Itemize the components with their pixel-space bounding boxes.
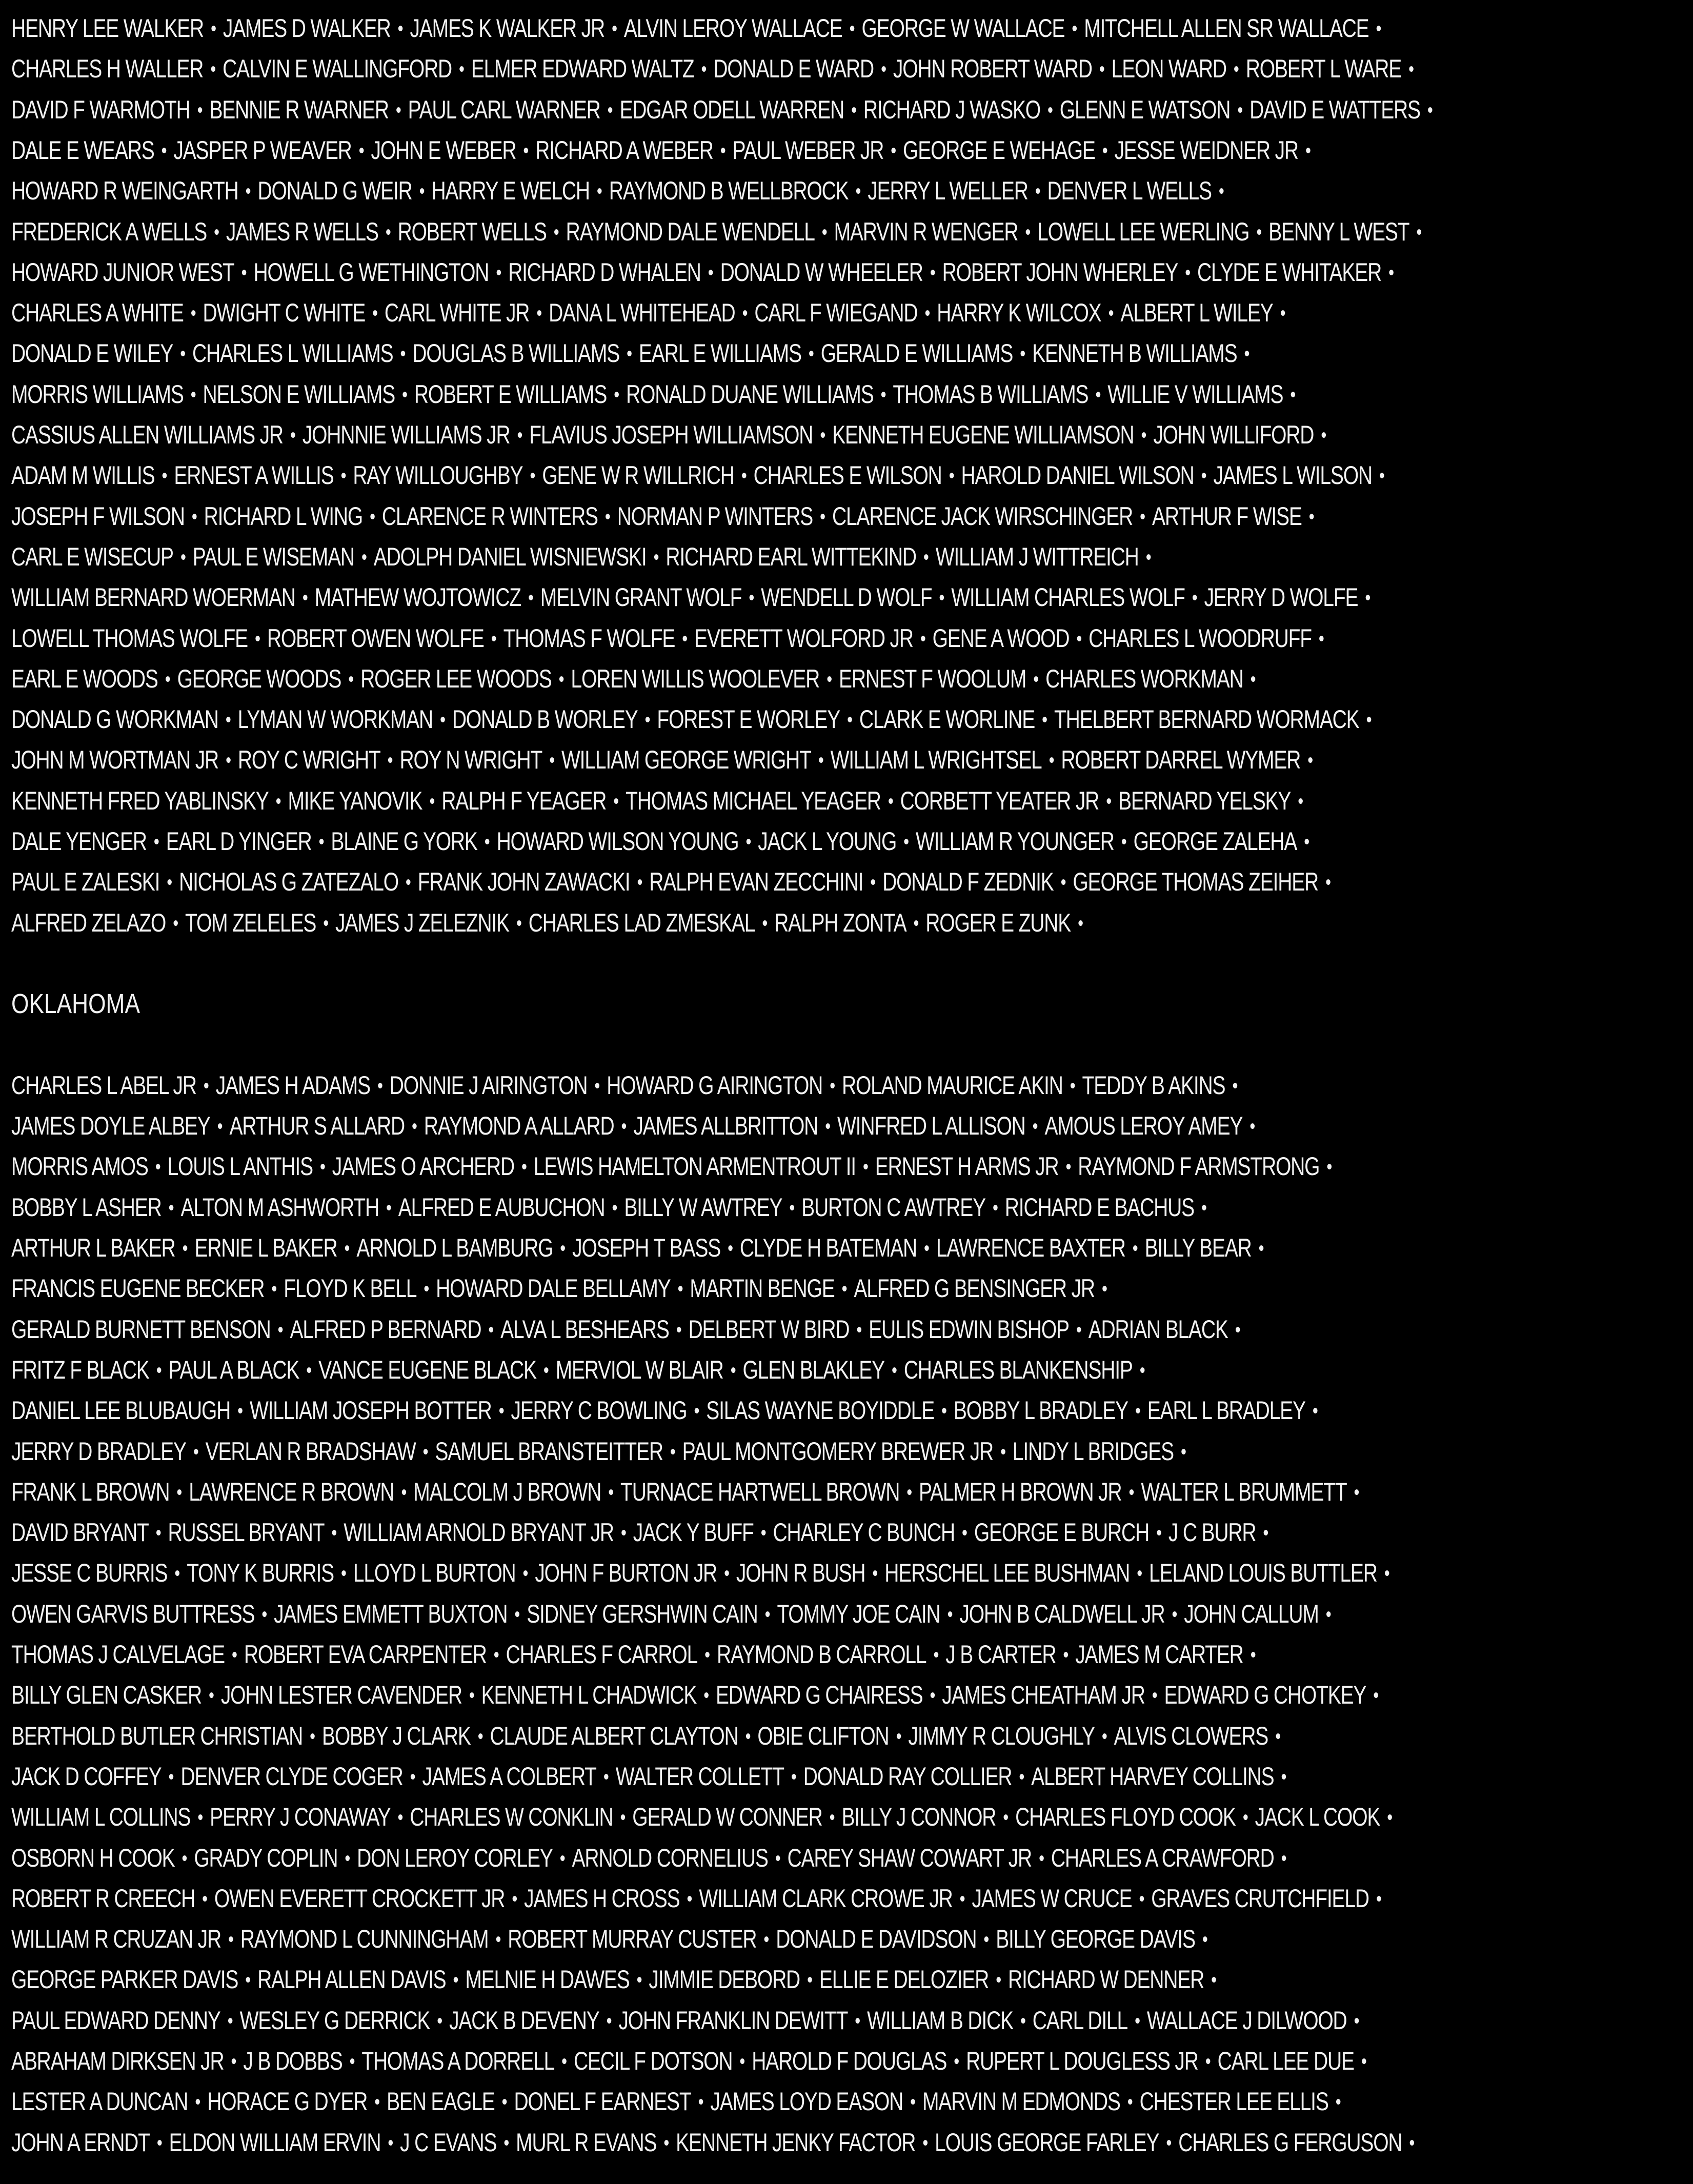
memorial-name-list [11, 0, 1688, 2184]
name-line: JERRY D BRADLEY • VERLAN R BRADSHAW • SAMUEL BRANSTEITTER • PAUL MONTGOMERY BREWER JR • LINDY L BRIDGES • [11, 1437, 1186, 1466]
name-line: JOHN M WORTMAN JR • ROY C WRIGHT • ROY N WRIGHT • WILLIAM GEORGE WRIGHT • WILLIAM L WRIGHTSEL • ROBERT DARREL WYMER • [11, 745, 1313, 775]
name-line: EARL E WOODS • GEORGE WOODS • ROGER LEE WOODS • LOREN WILLIS WOOLEVER • ERNEST F WOOLUM • CHARLES WORKMAN • [11, 664, 1256, 693]
name-line: LESTER A DUNCAN • HORACE G DYER • BEN EAGLE • DONEL F EARNEST • JAMES LOYD EASON • MARVIN M EDMONDS • CHESTER LEE ELLIS • [11, 2087, 1341, 2116]
name-line: THOMAS J CALVELAGE • ROBERT EVA CARPENTER • CHARLES F CARROL • RAYMOND B CARROLL • J B CARTER • JAMES M CARTER • [11, 1640, 1256, 1669]
name-line: FREDERICK A WELLS • JAMES R WELLS • ROBERT WELLS • RAYMOND DALE WENDELL • MARVIN R WENGER • LOWELL LEE WERLING • BENNY L WEST • [11, 217, 1422, 246]
name-line: JESSE C BURRIS • TONY K BURRIS • LLOYD L BURTON • JOHN F BURTON JR • JOHN R BUSH • HERSCHEL LEE BUSHMAN • LELAND LOUIS BUTTLER • [11, 1559, 1389, 1588]
name-line: PAUL EDWARD DENNY • WESLEY G DERRICK • JACK B DEVENY • JOHN FRANKLIN DEWITT • WILLIAM B DICK • CARL DILL • WALLACE J DILWOOD • [11, 2006, 1359, 2035]
name-line: BOBBY L ASHER • ALTON M ASHWORTH • ALFRED E AUBUCHON • BILLY W AWTREY • BURTON C AWTREY • RICHARD E BACHUS • [11, 1192, 1206, 1222]
name-line: DALE YENGER • EARL D YINGER • BLAINE G YORK • HOWARD WILSON YOUNG • JACK L YOUNG • WILLIAM R YOUNGER • GEORGE ZALEHA • [11, 827, 1309, 856]
name-line: ROBERT R CREECH • OWEN EVERETT CROCKETT JR • JAMES H CROSS • WILLIAM CLARK CROWE JR • JAMES W CRUCE • GRAVES CRUTCHFIELD • [11, 1884, 1381, 1913]
name-line: DAVID F WARMOTH • BENNIE R WARNER • PAUL CARL WARNER • EDGAR ODELL WARREN • RICHARD J WASKO • GLENN E WATSON • DAVID E WATTERS • [11, 95, 1433, 124]
name-line: DONALD G WORKMAN • LYMAN W WORKMAN • DONALD B WORLEY • FOREST E WORLEY • CLARK E WORLINE • THELBERT BERNARD WORMACK • [11, 705, 1372, 734]
name-line: FRITZ F BLACK • PAUL A BLACK • VANCE EUGENE BLACK • MERVIOL W BLAIR • GLEN BLAKLEY • CHARLES BLANKENSHIP • [11, 1355, 1145, 1384]
name-line: JOSEPH F WILSON • RICHARD L WING • CLARENCE R WINTERS • NORMAN P WINTERS • CLARENCE JACK WIRSCHINGER • ARTHUR F WISE • [11, 501, 1314, 531]
name-line: CHARLES L ABEL JR • JAMES H ADAMS • DONNIE J AIRINGTON • HOWARD G AIRINGTON • ROLAND MAURICE AKIN • TEDDY B AKINS • [11, 1070, 1238, 1100]
name-line: JACK D COFFEY • DENVER CLYDE COGER • JAMES A COLBERT • WALTER COLLETT • DONALD RAY COLLIER • ALBERT HARVEY COLLINS • [11, 1762, 1286, 1791]
name-line: FRANK L BROWN • LAWRENCE R BROWN • MALCOLM J BROWN • TURNACE HARTWELL BROWN • PALMER H BROWN JR • WALTER L BRUMMETT • [11, 1477, 1359, 1506]
name-line: OSBORN H COOK • GRADY COPLIN • DON LEROY CORLEY • ARNOLD CORNELIUS • CAREY SHAW COWART JR • CHARLES A CRAWFORD • [11, 1843, 1286, 1872]
name-line: ALFRED ZELAZO • TOM ZELELES • JAMES J ZELEZNIK • CHARLES LAD ZMESKAL • RALPH ZONTA • ROGER E ZUNK • [11, 908, 1083, 937]
name-line: DAVID BRYANT • RUSSEL BRYANT • WILLIAM ARNOLD BRYANT JR • JACK Y BUFF • CHARLEY C BUNCH • GEORGE E BURCH • J C BURR • [11, 1518, 1268, 1547]
name-line: CHARLES A WHITE • DWIGHT C WHITE • CARL WHITE JR • DANA L WHITEHEAD • CARL F WIEGAND • HARRY K WILCOX • ALBERT L WILEY • [11, 298, 1285, 328]
name-line: CARL E WISECUP • PAUL E WISEMAN • ADOLPH DANIEL WISNIEWSKI • RICHARD EARL WITTEKIND • WILLIAM J WITTREICH • [11, 542, 1151, 571]
name-line: HOWARD JUNIOR WEST • HOWELL G WETHINGTON • RICHARD D WHALEN • DONALD W WHEELER • ROBERT JOHN WHERLEY • CLYDE E WHITAKER • [11, 257, 1394, 287]
name-line: GEORGE PARKER DAVIS • RALPH ALLEN DAVIS • MELNIE H DAWES • JIMMIE DEBORD • ELLIE E DELOZIER • RICHARD W DENNER • [11, 1965, 1216, 1994]
name-line: MORRIS WILLIAMS • NELSON E WILLIAMS • ROBERT E WILLIAMS • RONALD DUANE WILLIAMS • THOMAS B WILLIAMS • WILLIE V WILLIAMS • [11, 379, 1296, 409]
name-line: CASSIUS ALLEN WILLIAMS JR • JOHNNIE WILLIAMS JR • FLAVIUS JOSEPH WILLIAMSON • KENNETH EUGENE WILLIAMSON • JOHN WILLIFORD • [11, 420, 1326, 449]
name-line: PAUL E ZALESKI • NICHOLAS G ZATEZALO • FRANK JOHN ZAWACKI • RALPH EVAN ZECCHINI • DONALD F ZEDNIK • GEORGE THOMAS ZEIHER • [11, 867, 1331, 897]
name-line: WILLIAM L COLLINS • PERRY J CONAWAY • CHARLES W CONKLIN • GERALD W CONNER • BILLY J CONNOR • CHARLES FLOYD COOK • JACK L COOK • [11, 1803, 1393, 1832]
name-line: DONALD E WILEY • CHARLES L WILLIAMS • DOUGLAS B WILLIAMS • EARL E WILLIAMS • GERALD E WILLIAMS • KENNETH B WILLIAMS • [11, 339, 1249, 368]
name-line: OWEN GARVIS BUTTRESS • JAMES EMMETT BUXTON • SIDNEY GERSHWIN CAIN • TOMMY JOE CAIN • JOHN B CALDWELL JR • JOHN CALLUM • [11, 1599, 1331, 1628]
name-line: DANIEL LEE BLUBAUGH • WILLIAM JOSEPH BOTTER • JERRY C BOWLING • SILAS WAYNE BOYIDDLE • BOBBY L BRADLEY • EARL L BRADLEY • [11, 1396, 1318, 1425]
name-line: HOWARD R WEINGARTH • DONALD G WEIR • HARRY E WELCH • RAYMOND B WELLBROCK • JERRY L WELLER • DENVER L WELLS • [11, 176, 1224, 206]
name-line: ABRAHAM DIRKSEN JR • J B DOBBS • THOMAS A DORRELL • CECIL F DOTSON • HAROLD F DOUGLAS • RUPERT L DOUGLESS JR • CARL LEE DUE • [11, 2047, 1366, 2075]
name-line: BILLY GLEN CASKER • JOHN LESTER CAVENDER • KENNETH L CHADWICK • EDWARD G CHAIRESS • JAMES CHEATHAM JR • EDWARD G CHOTKEY • [11, 1681, 1379, 1710]
name-line: MORRIS AMOS • LOUIS L ANTHIS • JAMES O ARCHERD • LEWIS HAMELTON ARMENTROUT II • ERNEST H ARMS JR • RAYMOND F ARMSTRONG • [11, 1152, 1332, 1181]
name-line: HENRY LEE WALKER • JAMES D WALKER • JAMES K WALKER JR • ALVIN LEROY WALLACE • GEORGE W WALLACE • MITCHELL ALLEN SR WALLACE • [11, 14, 1381, 43]
name-line: GERALD BURNETT BENSON • ALFRED P BERNARD • ALVA L BESHEARS • DELBERT W BIRD • EULIS EDWIN BISHOP • ADRIAN BLACK • [11, 1315, 1240, 1344]
name-line: CHARLES H WALLER • CALVIN E WALLINGFORD • ELMER EDWARD WALTZ • DONALD E WARD • JOHN ROBERT WARD • LEON WARD • ROBERT L WARE • [11, 54, 1414, 84]
name-line: DALE E WEARS • JASPER P WEAVER • JOHN E WEBER • RICHARD A WEBER • PAUL WEBER JR • GEORGE E WEHAGE • JESSE WEIDNER JR • [11, 135, 1311, 165]
name-line: LOWELL THOMAS WOLFE • ROBERT OWEN WOLFE • THOMAS F WOLFE • EVERETT WOLFORD JR • GENE A WOOD • CHARLES L WOODRUFF • [11, 623, 1324, 653]
name-line: ARTHUR L BAKER • ERNIE L BAKER • ARNOLD L BAMBURG • JOSEPH T BASS • CLYDE H BATEMAN • LAWRENCE BAXTER • BILLY BEAR • [11, 1233, 1264, 1262]
name-line: ADAM M WILLIS • ERNEST A WILLIS • RAY WILLOUGHBY • GENE W R WILLRICH • CHARLES E WILSON • HAROLD DANIEL WILSON • JAMES L WILSON • [11, 461, 1384, 490]
name-line: KENNETH FRED YABLINSKY • MIKE YANOVIK • RALPH F YEAGER • THOMAS MICHAEL YEAGER • CORBETT YEATER JR • BERNARD YELSKY • [11, 786, 1303, 815]
name-line: WILLIAM BERNARD WOERMAN • MATHEW WOJTOWICZ • MELVIN GRANT WOLF • WENDELL D WOLF • WILLIAM CHARLES WOLF • JERRY D WOLFE • [11, 583, 1370, 612]
name-line: JAMES DOYLE ALBEY • ARTHUR S ALLARD • RAYMOND A ALLARD • JAMES ALLBRITTON • WINFRED L ALLISON • AMOUS LEROY AMEY • [11, 1111, 1255, 1141]
name-line: JOHN A ERNDT • ELDON WILLIAM ERVIN • J C EVANS • MURL R EVANS • KENNETH JENKY FACTOR • LOUIS GEORGE FARLEY • CHARLES G FERGUSON • [11, 2128, 1415, 2157]
name-line: WILLIAM R CRUZAN JR • RAYMOND L CUNNINGHAM • ROBERT MURRAY CUSTER • DONALD E DAVIDSON • BILLY GEORGE DAVIS • [11, 1925, 1207, 1954]
name-line: FRANCIS EUGENE BECKER • FLOYD K BELL • HOWARD DALE BELLAMY • MARTIN BENGE • ALFRED G BENSINGER JR • [11, 1274, 1107, 1303]
name-line: BERTHOLD BUTLER CHRISTIAN • BOBBY J CLARK • CLAUDE ALBERT CLAYTON • OBIE CLIFTON • JIMMY R CLOUGHLY • ALVIS CLOWERS • [11, 1721, 1280, 1750]
state-heading-oklahoma: OKLAHOMA [11, 988, 140, 1020]
